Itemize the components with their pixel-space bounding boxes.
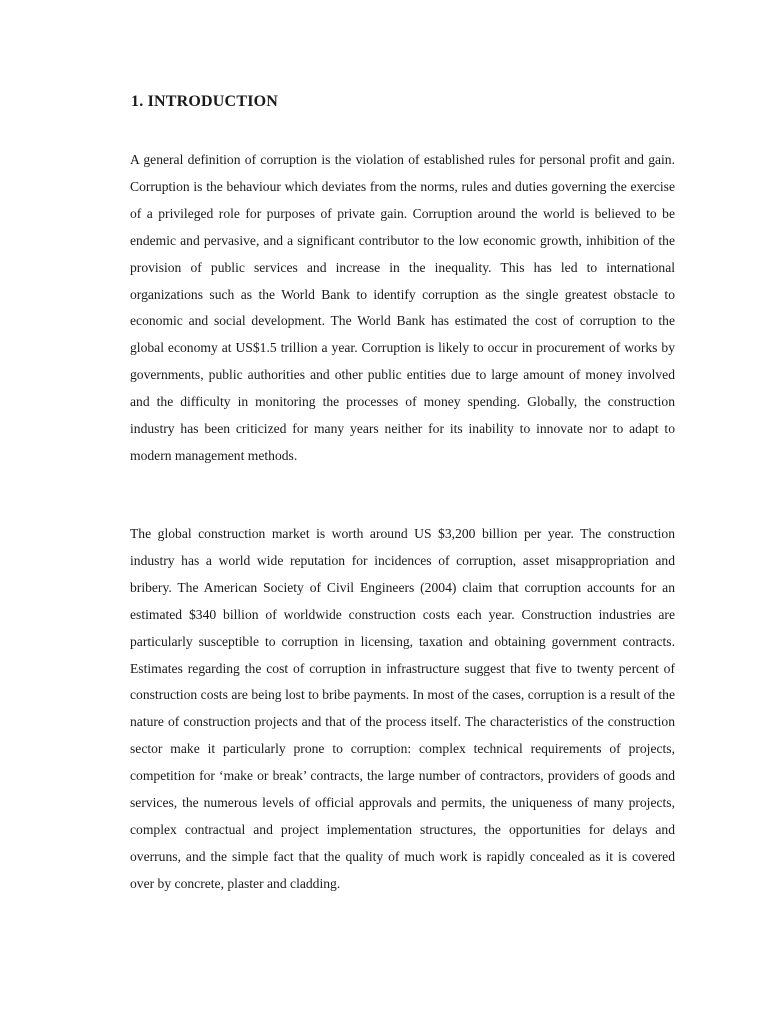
section-heading: 1. INTRODUCTION: [131, 93, 279, 110]
paragraph-1: A general definition of corruption is the violation of established rules for personal profit and gain. Corruption is the behaviour which deviates from the norms, rules and duties governing the exercise of a privileged role for purposes of private gain. Corruption around the world is believed to be endemic and pervasive, and a significant contributor to the low economic growth, inhibition of the provision of public services and increase in the inequality. This has led to international organizations such as the World Bank to identify corruption as the single greatest obstacle to economic and social development. The World Bank has estimated the cost of corruption to the global economy at US$1.5 trillion a year. Corruption is likely to occur in procurement of works by governments, public authorities and other public entities due to large amount of money involved and the difficulty in monitoring the processes of money spending. Globally, the construction industry has been criticized for many years neither for its inability to innovate nor to adapt to modern management methods.: [130, 152, 675, 463]
paragraph-2: The global construction market is worth around US $3,200 billion per year. The construction industry has a world wide reputation for incidences of corruption, asset misappropriation and bribery. The American Society of Civil Engineers (2004) claim that corruption accounts for an estimated $340 billion of worldwide construction costs each year. Construction industries are particularly susceptible to corruption in licensing, taxation and obtaining government contracts. Estimates regarding the cost of corruption in infrastructure suggest that five to twenty percent of construction costs are being lost to bribe payments. In most of the cases, corruption is a result of the nature of construction projects and that of the process itself. The characteristics of the construction sector make it particularly prone to corruption: complex technical requirements of projects, competition for ‘make or break’ contracts, the large number of contractors, providers of goods and services, the numerous levels of official approvals and permits, the uniqueness of many projects, complex contractual and project implementation structures, the opportunities for delays and overruns, and the simple fact that the quality of much work is rapidly concealed as it is covered over by concrete, plaster and cladding.: [130, 526, 675, 891]
